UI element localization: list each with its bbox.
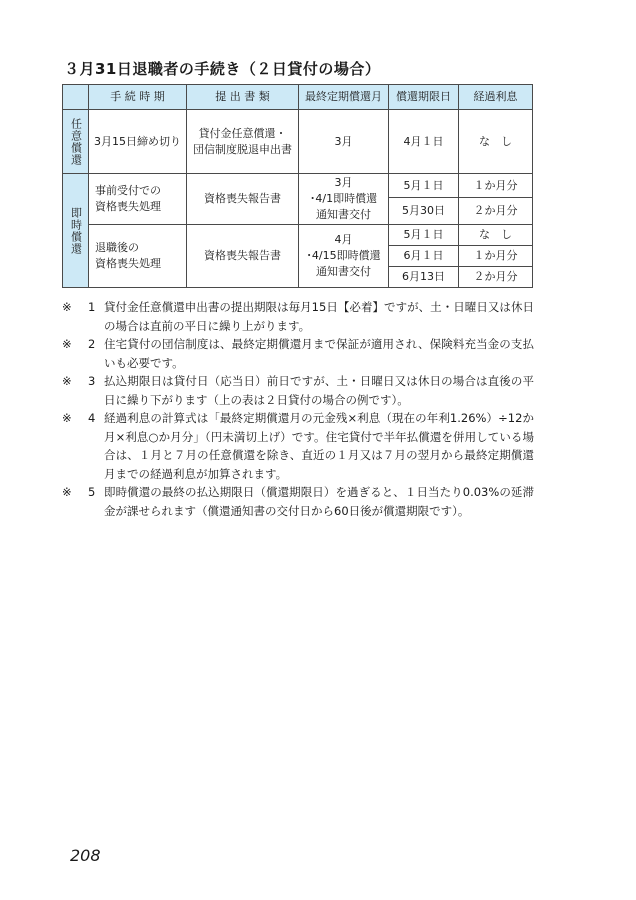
note-text: 払込期限日は貸付日（応当日）前日ですが、土・日曜日又は休日の場合は直後の平日に繰り下がります（上の表は２日貸付の場合の例です）。 bbox=[104, 374, 534, 407]
immediate-2-final-month bbox=[299, 225, 389, 288]
note-number: 2 bbox=[88, 337, 96, 351]
note-mark: ※ bbox=[62, 337, 72, 351]
header-corner bbox=[63, 85, 89, 110]
header-due-date: 償還期限日 bbox=[389, 85, 459, 110]
immediate-1-due-2: 5月30日 bbox=[389, 198, 459, 225]
immediate-2-timing-line-1: 退職後の bbox=[95, 241, 139, 255]
page-title: ３月31日退職者の手続き（２日貸付の場合） bbox=[64, 60, 381, 78]
header-interest: 経過利息 bbox=[459, 85, 533, 110]
immediate-2-documents: 資格喪失報告書 bbox=[187, 225, 299, 288]
immediate-2-interest-1: な し bbox=[459, 225, 533, 246]
immediate-1-final-line-1: 3月 bbox=[334, 176, 353, 190]
voluntary-doc-line-1: 貸付金任意償還・ bbox=[198, 126, 287, 140]
immediate-2-timing-line-2: 資格喪失処理 bbox=[95, 257, 161, 270]
immediate-1-timing bbox=[89, 174, 187, 225]
section-label-voluntary bbox=[63, 110, 89, 174]
note-item bbox=[62, 298, 534, 335]
immediate-2-final-line-1: 4月 bbox=[334, 233, 353, 247]
note-mark: ※ bbox=[62, 411, 72, 425]
note-text: 貸付金任意償還申出書の提出期限は毎月15日【必着】ですが、土・日曜日又は休日の場合は直前の平日に繰り上がります。 bbox=[104, 300, 534, 333]
voluntary-final-month: 3月 bbox=[299, 110, 389, 174]
immediate-1-final-line-3: 通知書交付 bbox=[316, 207, 371, 221]
note-mark: ※ bbox=[62, 485, 72, 499]
immediate-2-final-line-3: 通知書交付 bbox=[316, 264, 371, 278]
immediate-1-final-line-2: ･4/1即時償還 bbox=[309, 192, 378, 206]
immediate-1-timing-line-2: 資格喪失処理 bbox=[95, 200, 161, 213]
note-number: 3 bbox=[88, 374, 96, 388]
immediate-2-due-1: 5月１日 bbox=[389, 225, 459, 246]
immediate-1-timing-line-1: 事前受付での bbox=[95, 184, 161, 198]
header-final-month: 最終定期償還月 bbox=[299, 85, 389, 110]
note-item bbox=[62, 409, 534, 483]
note-item bbox=[62, 335, 534, 372]
note-item bbox=[62, 372, 534, 409]
table-row-voluntary bbox=[63, 110, 533, 174]
note-text: 住宅貸付の団信制度は、最終定期償還月まで保証が適用され、保険料充当金の支払いも必要です。 bbox=[104, 337, 534, 370]
section-label-immediate-text: 即時償還 bbox=[69, 206, 83, 255]
note-text: 経過利息の計算式は「最終定期償還月の元金残×利息（現在の年利1.26%）÷12か月×利息○か月分」（円未満切上げ）です。住宅貸付で半年払償還を併用している場合は、１月と７月の任意償還を除き、直近の１月又は７月の翌月から最終定期償還月までの経過利息が加算されます。 bbox=[104, 411, 534, 481]
immediate-2-interest-2: １か月分 bbox=[459, 246, 533, 267]
voluntary-interest: な し bbox=[459, 110, 533, 174]
table-header-row bbox=[63, 85, 533, 110]
note-number: 5 bbox=[88, 485, 96, 499]
note-item bbox=[62, 483, 534, 520]
immediate-2-due-2: 6月１日 bbox=[389, 246, 459, 267]
voluntary-timing: 3月15日締め切り bbox=[89, 110, 187, 174]
note-mark: ※ bbox=[62, 300, 72, 314]
section-label-immediate bbox=[63, 174, 89, 288]
table-row-immediate-2a bbox=[63, 225, 533, 246]
immediate-1-documents: 資格喪失報告書 bbox=[187, 174, 299, 225]
immediate-2-timing bbox=[89, 225, 187, 288]
header-documents: 提 出 書 類 bbox=[187, 85, 299, 110]
page-number: 208 bbox=[70, 846, 101, 865]
note-number: 1 bbox=[88, 300, 96, 314]
note-number: 4 bbox=[88, 411, 96, 425]
immediate-2-due-3: 6月13日 bbox=[389, 267, 459, 288]
immediate-1-interest-2: ２か月分 bbox=[459, 198, 533, 225]
table-row-immediate-1a bbox=[63, 174, 533, 198]
immediate-2-final-line-2: ･4/15即時償還 bbox=[306, 249, 381, 263]
voluntary-due-date: 4月１日 bbox=[389, 110, 459, 174]
note-text: 即時償還の最終の払込期限日（償還期限日）を過ぎると、１日当たり0.03%の延滞金が課せられます（償還通知書の交付日から60日後が償還期限です）。 bbox=[104, 485, 534, 518]
immediate-1-final-month bbox=[299, 174, 389, 225]
immediate-1-interest-1: １か月分 bbox=[459, 174, 533, 198]
notes-section bbox=[62, 298, 534, 520]
note-mark: ※ bbox=[62, 374, 72, 388]
immediate-2-interest-3: ２か月分 bbox=[459, 267, 533, 288]
voluntary-doc-line-2: 団信制度脱退申出書 bbox=[193, 142, 292, 156]
section-label-voluntary-text: 任意償還 bbox=[69, 117, 83, 166]
procedure-table bbox=[62, 84, 533, 288]
voluntary-documents bbox=[187, 110, 299, 174]
immediate-1-due-1: 5月１日 bbox=[389, 174, 459, 198]
header-timing: 手 続 時 期 bbox=[89, 85, 187, 110]
